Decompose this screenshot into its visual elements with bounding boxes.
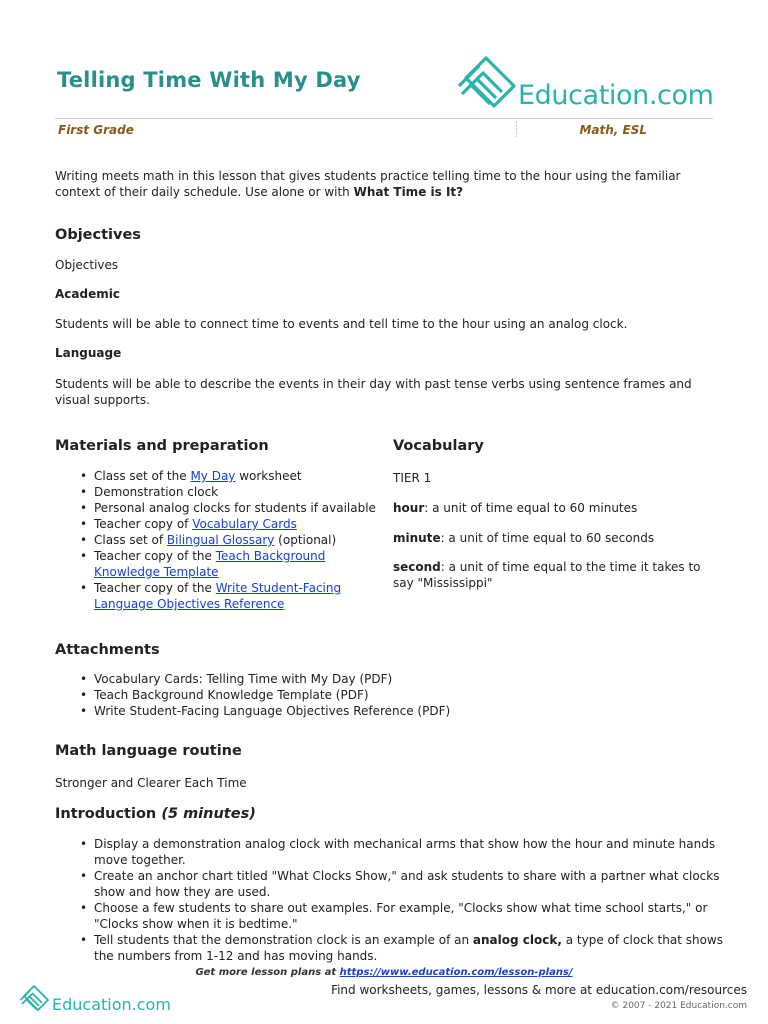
language-objective: Students will be able to describe the events in their day with past tense verbs using sentence frames and visual supports. [55, 377, 692, 407]
my-day-link[interactable]: My Day [190, 469, 236, 483]
vocabulary-term: minute: a unit of time equal to 60 seconds [393, 531, 655, 545]
materials-heading: Materials and preparation [55, 438, 269, 454]
attachments-heading: Attachments [55, 642, 160, 658]
list-item: • Display a demonstration analog clock with mechanical arms that show how the hour and minute hands move together. [76, 836, 726, 868]
objectives-label: Objectives [55, 258, 119, 272]
list-item: • Class set of the My Day worksheet [76, 468, 376, 484]
introduction-heading: Introduction (5 minutes) [55, 806, 256, 822]
list-item: • Create an anchor chart titled "What Clocks Show," and ask students to share with a partner what clocks show and how they are used. [76, 868, 726, 900]
footer-copyright: © 2007 - 2021 Education.com [610, 1001, 747, 1011]
footer-logo-wordmark: Education.com [52, 995, 171, 1014]
list-item: • Teacher copy of Vocabulary Cards [76, 516, 376, 532]
vocabulary-term: hour: a unit of time equal to 60 minutes [393, 501, 638, 515]
footer-tagline: Find worksheets, games, lessons & more at education.com/resources [331, 983, 747, 997]
teach-background-knowledge-link[interactable]: Teach Background Knowledge Template [94, 549, 326, 579]
language-objectives-reference-link[interactable]: Write Student-Facing Language Objectives Reference [94, 581, 342, 611]
subject-label: Math, ESL [579, 123, 647, 137]
list-item: • Choose a few students to share out examples. For example, "Clocks show what time school starts," or "Clocks show when it is bedtime." [76, 900, 726, 932]
grade-label: First Grade [58, 123, 134, 137]
footer-logo[interactable] [18, 985, 188, 1015]
academic-objective: Students will be able to connect time to events and tell time to the hour using an analog clock. [55, 317, 628, 331]
attachment-item[interactable]: • Vocabulary Cards: Telling Time with My Day (PDF) [76, 671, 676, 687]
vocabulary-tier: TIER 1 [393, 471, 432, 485]
attachments-list [76, 671, 676, 719]
education-logo-icon [456, 56, 516, 112]
list-item: • Demonstration clock [76, 484, 376, 500]
attachment-item[interactable]: • Teach Background Knowledge Template (PDF) [76, 687, 676, 703]
logo-wordmark: Education.com [518, 80, 714, 111]
list-item: • Teacher copy of the Write Student-Facing Language Objectives Reference [76, 580, 376, 612]
math-routine-text: Stronger and Clearer Each Time [55, 776, 247, 790]
introduction-list [76, 836, 726, 964]
lesson-plans-link[interactable]: https://www.education.com/lesson-plans/ [339, 967, 573, 978]
list-item: • Teacher copy of the Teach Background Knowledge Template [76, 548, 376, 580]
vocabulary-heading: Vocabulary [393, 438, 484, 454]
list-item: • Tell students that the demonstration clock is an example of an analog clock, a type of clock that shows the numbers from 1-12 and has moving hands. [76, 932, 726, 964]
math-routine-heading: Math language routine [55, 743, 242, 759]
introduction-duration: (5 minutes) [161, 806, 256, 822]
list-item: • Class set of Bilingual Glossary (optional) [76, 532, 376, 548]
lesson-description: Writing meets math in this lesson that gives students practice telling time to the hour using the familiar context of their daily schedule. Use alone or with What Time is It? [55, 169, 681, 199]
vocabulary-term: second: a unit of time equal to the time it takes to say "Mississippi" [393, 560, 701, 590]
bilingual-glossary-link[interactable]: Bilingual Glossary [166, 533, 275, 547]
related-lesson-title: What Time is It? [353, 185, 464, 199]
language-heading: Language [55, 346, 122, 360]
page-title: Telling Time With My Day [57, 68, 361, 92]
footer-promo: Get more lesson plans at https://www.education.com/lesson-plans/ [195, 967, 573, 978]
academic-heading: Academic [55, 287, 120, 301]
education-logo[interactable] [456, 56, 726, 112]
list-item: • Personal analog clocks for students if available [76, 500, 376, 516]
vocabulary-cards-link[interactable]: Vocabulary Cards [192, 517, 297, 531]
objectives-heading: Objectives [55, 227, 141, 243]
meta-divider [516, 121, 517, 137]
education-logo-icon [18, 985, 50, 1013]
header-divider [55, 118, 713, 119]
attachment-item[interactable]: • Write Student-Facing Language Objectives Reference (PDF) [76, 703, 676, 719]
materials-list [76, 468, 376, 612]
